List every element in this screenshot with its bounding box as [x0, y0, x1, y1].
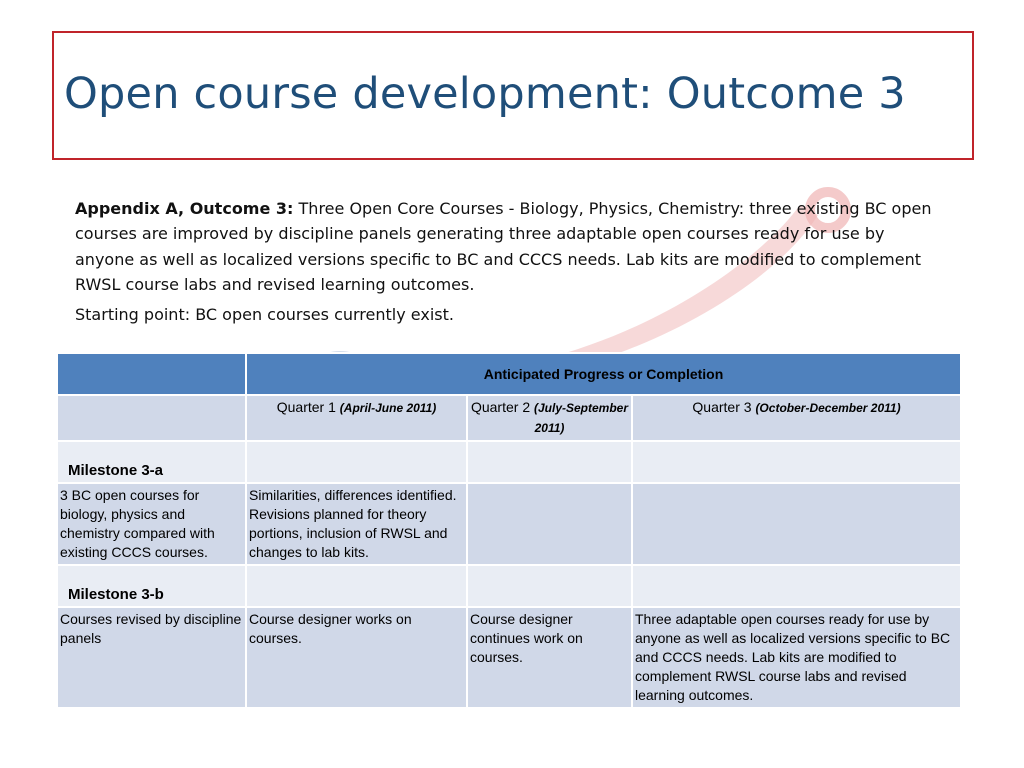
- outcome-paragraph: [75, 196, 935, 297]
- quarter-row: [57, 395, 961, 441]
- quarter-3-dates: (October-December 2011): [755, 401, 901, 415]
- empty-cell: [632, 565, 961, 607]
- milestone-3b-quarter-1: Course designer works on courses.: [246, 607, 467, 708]
- outcome-description: Three Open Core Courses - Biology, Physics, Chemistry: three existing BC open courses are improved by discipline panels generating three adaptable open courses ready for use by anyone as well as localized versions specific to BC and CCCS needs. Lab kits are modified to complement RWSL course labs and revised learning outcomes.: [75, 199, 932, 294]
- milestone-3a-quarter-3: [632, 483, 961, 565]
- anticipated-progress-header: Anticipated Progress or Completion: [246, 353, 961, 395]
- slide-title: Open course development: Outcome 3: [64, 69, 906, 119]
- progress-table: [56, 352, 962, 709]
- milestone-3a-label: Milestone 3-a: [57, 441, 246, 483]
- outcome-lead-label: Appendix A, Outcome 3:: [75, 199, 294, 218]
- milestone-3b-quarter-3: Three adaptable open courses ready for use by anyone as well as localized versions specific to BC and CCCS needs. Lab kits are modified to complement RWSL course labs and revised learning outcomes.: [632, 607, 961, 708]
- quarter-2-dates: (July-September 2011): [534, 401, 629, 435]
- milestone-3a-label-row: [57, 441, 961, 483]
- milestone-3a-description: 3 BC open courses for biology, physics and chemistry compared with existing CCCS courses.: [57, 483, 246, 565]
- empty-cell: [467, 441, 632, 483]
- quarter-2-label: Quarter 2: [470, 399, 531, 415]
- empty-cell: [246, 441, 467, 483]
- milestone-3b-quarter-2: Course designer continues work on courses.: [467, 607, 632, 708]
- quarter-3-label: Quarter 3: [692, 399, 752, 415]
- quarter-empty-cell: [57, 395, 246, 441]
- quarter-1-label: Quarter 1: [276, 399, 336, 415]
- quarter-1-cell: [246, 395, 467, 441]
- quarter-2-cell: [467, 395, 632, 441]
- quarter-1-dates: (April-June 2011): [339, 401, 437, 415]
- table-header-row: [57, 353, 961, 395]
- milestone-3a-quarter-2: [467, 483, 632, 565]
- empty-cell: [246, 565, 467, 607]
- empty-cell: [632, 441, 961, 483]
- header-empty-cell: [57, 353, 246, 395]
- title-frame: [52, 31, 974, 160]
- quarter-3-cell: [632, 395, 961, 441]
- milestone-3a-detail-row: [57, 483, 961, 565]
- milestone-3b-label-row: [57, 565, 961, 607]
- milestone-3b-detail-row: [57, 607, 961, 708]
- milestone-3a-quarter-1: Similarities, differences identified. Revisions planned for theory portions, inclusion of RWSL and changes to lab kits.: [246, 483, 467, 565]
- starting-point-text: Starting point: BC open courses currently exist.: [75, 305, 454, 324]
- milestone-3b-description: Courses revised by discipline panels: [57, 607, 246, 708]
- empty-cell: [467, 565, 632, 607]
- milestone-3b-label: Milestone 3-b: [57, 565, 246, 607]
